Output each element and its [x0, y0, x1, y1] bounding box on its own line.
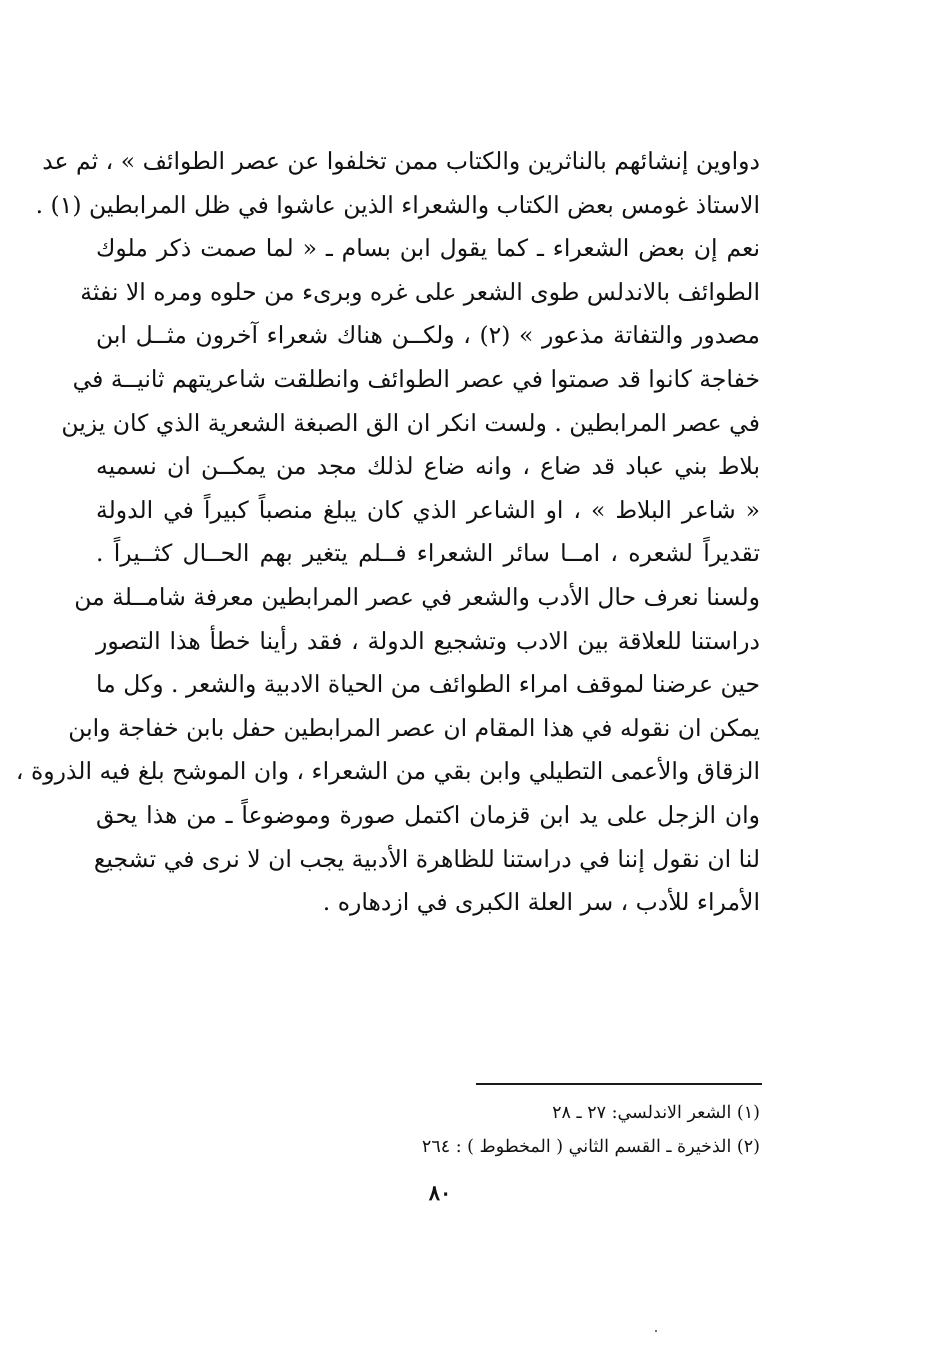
- text-line: وان الزجل على يد ابن قزمان اكتمل صورة وموضوعاً ـ من هذا يحق: [96, 800, 760, 829]
- text-line: يمكن ان نقوله في هذا المقام ان عصر المرابطين حفل بابن خفاجة وابن: [68, 713, 760, 742]
- text-line: ولسنا نعرف حال الأدب والشعر في عصر المرابطين معرفة شامــلة من: [74, 582, 760, 611]
- text-line: خفاجة كانوا قد صمتوا في عصر الطوائف وانطلقت شاعريتهم ثانيــة في: [72, 364, 760, 393]
- text-line: دراستنا للعلاقة بين الادب وتشجيع الدولة ، فقد رأينا خطأ هذا التصور: [96, 626, 760, 655]
- text-line: مصدور والتفاتة مذعور » (٢) ، ولكــن هناك شعراء آخرون مثــل ابن: [96, 321, 760, 350]
- text-line: لنا ان نقول إننا في دراستنا للظاهرة الأدبية يجب ان لا نرى في تشجيع: [93, 844, 760, 873]
- footnotes: [340, 1096, 760, 1164]
- text-line: في عصر المرابطين . ولست انكر ان الق الصبغة الشعرية الذي كان يزين: [61, 408, 760, 437]
- page-number: ٨٠: [428, 1180, 452, 1205]
- text-line: الأمراء للأدب ، سر العلة الكبرى في ازدهاره .: [322, 888, 760, 917]
- footnote-divider: [476, 1083, 762, 1085]
- body-text: [15, 140, 760, 925]
- scan-speck: [655, 1330, 657, 1332]
- text-line: « شاعر البلاط » ، او الشاعر الذي كان يبلغ منصباً كبيراً في الدولة: [96, 495, 760, 524]
- text-line: دواوين إنشائهم بالناثرين والكتاب ممن تخلفوا عن عصر الطوائف » ، ثم عد: [42, 147, 760, 175]
- footnote-2: (٢) الذخيرة ـ القسم الثاني ( المخطوط ) : ٢٦٤: [421, 1137, 760, 1157]
- text-line: نعم إن بعض الشعراء ـ كما يقول ابن بسام ـ « لما صمت ذكر ملوك: [96, 234, 760, 263]
- text-line: الاستاذ غومس بعض الكتاب والشعراء الذين عاشوا في ظل المرابطين (١) .: [35, 190, 760, 219]
- text-line: بلاط بني عباد قد ضاع ، وانه ضاع لذلك مجد من يمكــن ان نسميه: [96, 452, 760, 481]
- text-line: الزقاق والأعمى التطيلي وابن بقي من الشعراء ، وان الموشح بلغ فيه الذروة ،: [15, 757, 760, 786]
- footnote-1: (١) الشعر الاندلسي: ٢٧ ـ ٢٨: [552, 1103, 760, 1123]
- text-line: حين عرضنا لموقف امراء الطوائف من الحياة الادبية والشعر . وكل ما: [96, 670, 760, 699]
- text-line: تقديراً لشعره ، امــا سائر الشعراء فــلم يتغير بهم الحــال كثــيراً .: [96, 539, 760, 568]
- text-line: الطوائف بالاندلس طوى الشعر على غره وبرىء من حلوه ومره الا نفثة: [80, 277, 760, 306]
